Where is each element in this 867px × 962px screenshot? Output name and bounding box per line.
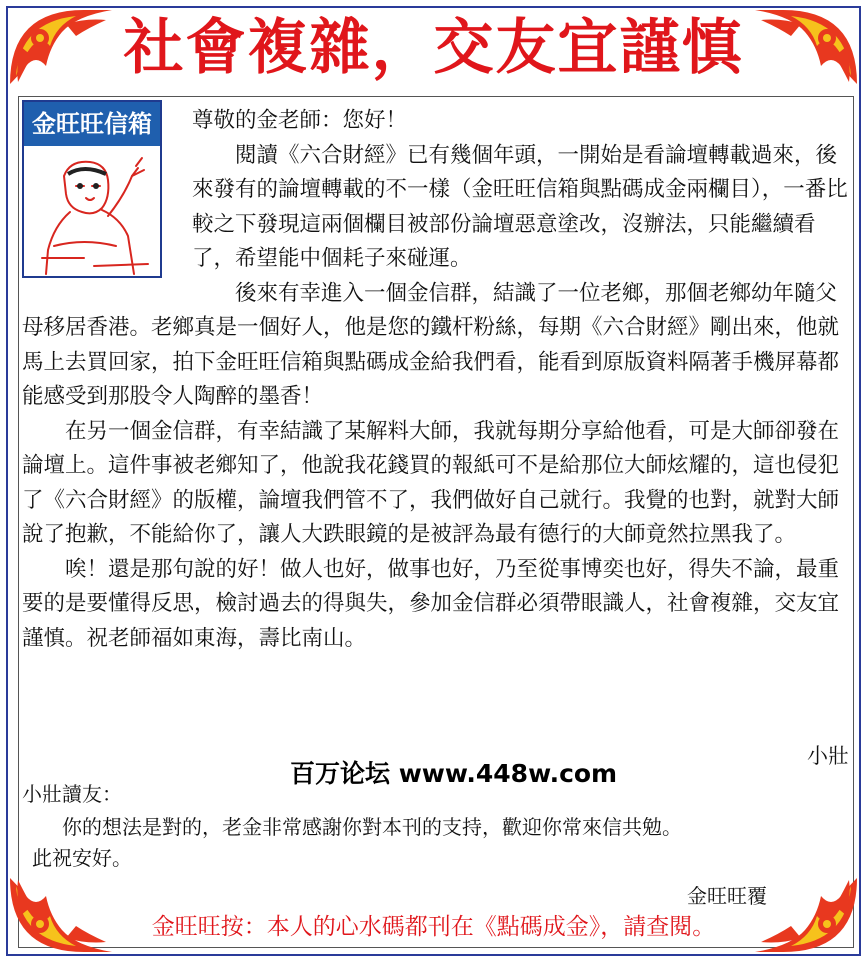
reply-body bbox=[22, 812, 852, 874]
letter-greeting: 尊敬的金老師：您好！ bbox=[192, 108, 408, 133]
column-logo-label: 金旺旺信箱 bbox=[24, 102, 160, 146]
reply-closing: 此祝安好。 bbox=[32, 846, 132, 870]
watermark-text: 百万论坛 www.448w.com bbox=[290, 759, 618, 788]
reply-salutation: 小壯讀友： bbox=[22, 782, 122, 806]
letter-paragraph: 閱讀《六合財經》已有幾個年頭，一開始是看論壇轉載過來，後來發有的論壇轉載的不一樣（金旺旺信箱與點碼成金兩欄目），一番比較之下發現這兩個欄目被部份論壇惡意塗改，沒辦法，只能繼續看了，希望能中個耗子來碰運。 bbox=[192, 142, 848, 271]
letter-paragraph: 唉！還是那句說的好！做人也好，做事也好，乃至從事博奕也好，得失不論，最重要的是要懂得反思，檢討過去的得與失，參加金信群必須帶眼識人，社會複雜，交友宜謹慎。祝老師福如東海，壽比南山。 bbox=[22, 556, 840, 651]
page-title: 社會複雜，交友宜謹慎 bbox=[123, 13, 744, 83]
letter-paragraph: 在另一個金信群，有幸結識了某解料大師，我就每期分享給他看，可是大師卻發在論壇上。這件事被老鄉知了，他說我花錢買的報紙可不是給那位大師炫耀的，這也侵犯了《六合財經》的版權，論壇我們管不了，我們做好自己就行。我覺的也對，就對大師說了抱歉，不能給你了，讓人大跌眼鏡的是被評為最有德行的大師竟然拉黑我了。 bbox=[22, 418, 840, 547]
corner-ornament-icon bbox=[751, 6, 861, 88]
letter-paragraph: 後來有幸進入一個金信群，結識了一位老鄉，那個老鄉幼年隨父母移居香港。老鄉真是一個好人，他是您的鐵杆粉絲，每期《六合財經》剛出來，他就馬上去買回家，拍下金旺旺信箱與點碼成金給我們看，能看到原版資料隔著手機屏幕都能感受到那股令人陶醉的墨香！ bbox=[22, 280, 840, 409]
corner-ornament-icon bbox=[6, 6, 116, 88]
corner-ornament-icon bbox=[6, 874, 116, 956]
letter-body bbox=[22, 104, 852, 656]
footer-note: 金旺旺按：本人的心水碼都刊在《點碼成金》，請查閱。 bbox=[151, 914, 716, 940]
letter-signer: 小壯 bbox=[807, 744, 849, 768]
reply-signer: 金旺旺覆 bbox=[687, 884, 767, 908]
reply-text: 你的想法是對的，老金非常感謝你對本刊的支持，歡迎你常來信共勉。 bbox=[62, 815, 682, 839]
corner-ornament-icon bbox=[751, 874, 861, 956]
